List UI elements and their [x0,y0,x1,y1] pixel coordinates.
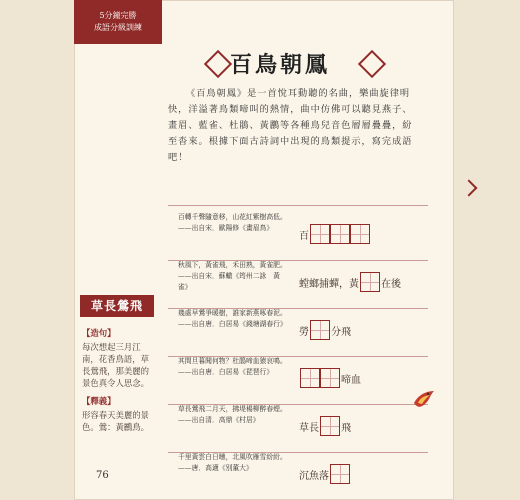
answer-box[interactable] [350,224,370,244]
card-meaning-label: 【釋義】 [82,396,116,406]
page-number: 76 [96,470,109,481]
question-row-6 [168,452,428,500]
poem-text: 百轉千聲隨意移，山花紅紫樹高低。——出自宋．歐陽修《畫眉鳥》 [178,213,287,232]
card-source-text: 每次想起三月江南，花香鳥語，草長鶯飛，那美麗的景色真令人思念。 [82,342,149,388]
answer-box[interactable] [320,416,340,436]
answer-line [298,464,352,484]
answer-line [298,272,402,292]
question-row-2 [168,260,428,309]
answer-prefix: 勞 [299,326,309,338]
answer-box[interactable] [330,464,350,484]
answer-suffix: 飛 [341,422,351,434]
question-row-3 [168,308,428,357]
poem-text: 幾處早鶯爭暖樹，誰家新燕啄春泥。——出自唐．白居易《錢塘湖春行》 [178,309,287,328]
card-text [82,327,152,433]
answer-suffix: 啼血 [341,374,361,386]
answer-line [298,368,362,388]
card-title: 草長鶯飛 [80,295,154,317]
header-tab [74,0,162,44]
answer-suffix: 在後 [381,278,401,290]
title-wrap [208,48,388,78]
answer-box[interactable] [320,368,340,388]
idiom-card [80,295,154,460]
decor-arrow-icon [461,180,478,197]
question-row-4 [168,356,428,405]
header-tab-line1: 5分鐘完勝 [99,11,137,20]
answer-box[interactable] [360,272,380,292]
answer-box[interactable] [330,224,350,244]
ornament-left-icon [204,50,232,78]
answer-line [298,320,352,340]
poem-text: 草長鶯飛二月天，拂堤楊柳醉春煙。——出自清．高鼎《村居》 [178,405,287,424]
intro-paragraph: 《百鳥朝鳳》是一首悅耳動聽的名曲，樂曲旋律明快，洋溢著鳥類啼叫的熱情，曲中仿佛可以聽見燕子、畫眉、藍雀、杜鵑、黃鸝等各種鳥兒音色層層疊疊，紛至沓來。根據下面古詩詞中出現的鳥類提示，寫完成語吧！ [168,88,413,163]
card-source-label: 【造句】 [82,328,116,338]
header-tab-line2: 成語分級訓練 [94,23,142,32]
card-meaning-text: 形容春天美麗的景色。鶯：黃鸝鳥。 [82,410,149,432]
bird-icon [408,385,438,415]
answer-prefix: 沉魚落 [299,470,329,482]
poem-text: 其間旦暮聞何物？杜鵑啼血猿哀鳴。——出自唐．白居易《琵琶行》 [178,357,287,376]
ornament-right-icon [358,50,386,78]
answer-box[interactable] [310,224,330,244]
answer-line [298,224,372,244]
intro-text [168,86,420,166]
answer-suffix: 分飛 [331,326,351,338]
answer-prefix: 草長 [299,422,319,434]
answer-box[interactable] [310,320,330,340]
question-row-5 [168,404,428,453]
answer-box[interactable] [300,368,320,388]
divider [168,205,428,206]
poem-text: 秋風下，黃雀飛，禾田熟，黃雀肥。——出自宋．蘇轍《筠州二詠 黃雀》 [178,261,287,291]
question-row-1 [168,212,428,261]
answer-prefix: 螳螂捕蟬，黃 [299,278,359,290]
page-title: 百鳥朝鳳 [230,52,331,78]
answer-prefix: 百 [299,230,309,242]
poem-text: 千里黃雲白日曛，北風吹雁雪紛紛。——唐．高適《別董大》 [178,453,287,472]
answer-line [298,416,352,436]
